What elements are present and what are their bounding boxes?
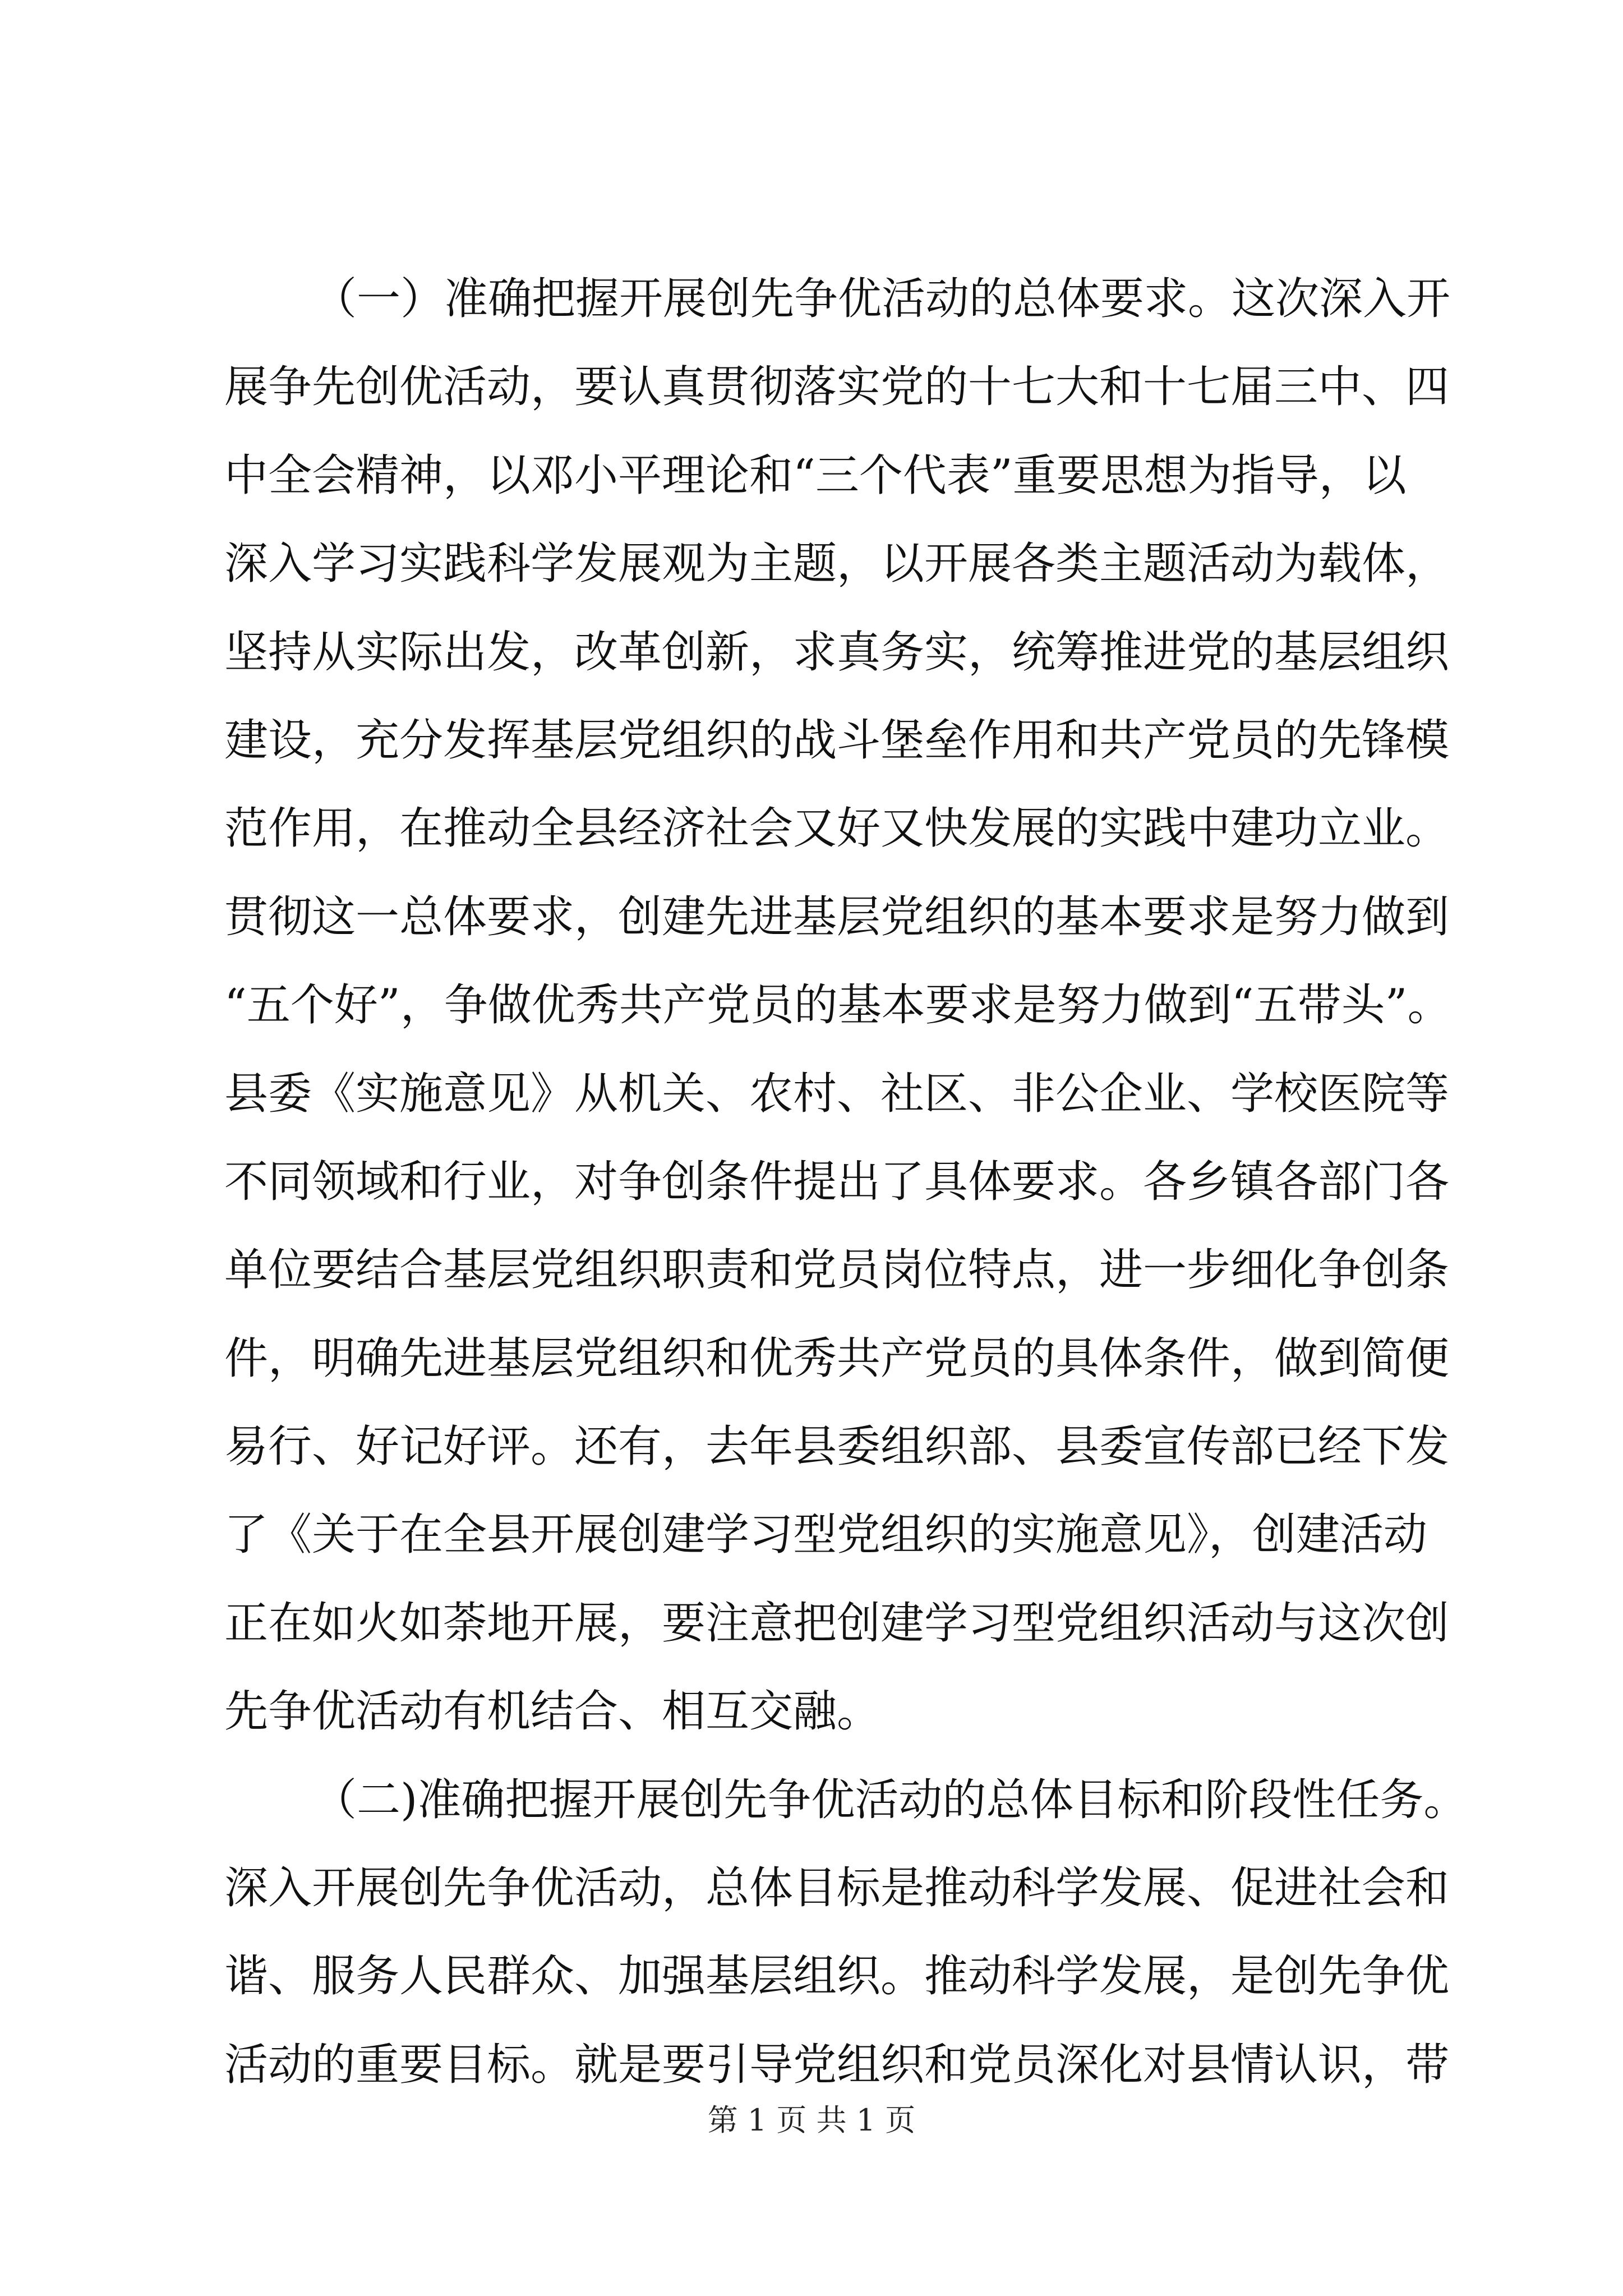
paragraph-2-line-1: （二)准确把握开展创先争优活动的总体目标和阶段性任务。	[313, 1774, 1468, 1825]
document-body	[224, 255, 1468, 2109]
paragraph-1-line-9: “五个好”，争做优秀共产党员的基本要求是努力做到“五带头”。	[224, 980, 1451, 1031]
paragraph-1-line-3: 中全会精神，以邓小平理论和“三个代表”重要思想为指导，以	[224, 450, 1407, 501]
page-footer: 第 1 页 共 1 页	[707, 2102, 916, 2138]
paragraph-1-line-7: 范作用，在推动全县经济社会又好又快发展的实践中建功立业。	[224, 803, 1450, 854]
paragraph-1-line-6: 建设，充分发挥基层党组织的战斗堡垒作用和共产党员的先锋模	[224, 715, 1450, 766]
paragraph-1-line-10: 县委《实施意见》从机关、农村、社区、非公企业、学校医院等	[224, 1068, 1450, 1119]
paragraph-1-line-1: （一）准确把握开展创先争优活动的总体要求。这次深入开	[313, 274, 1451, 324]
paragraph-1-line-14: 易行、好记好评。还有，去年县委组织部、县委宣传部已经下发	[224, 1421, 1450, 1473]
paragraph-1-line-17: 先争优活动有机结合、相互交融。	[224, 1686, 881, 1737]
paragraph-1-line-8: 贯彻这一总体要求，创建先进基层党组织的基本要求是努力做到	[224, 891, 1450, 942]
paragraph-2-line-2: 深入开展创先争优活动，总体目标是推动科学发展、促进社会和	[224, 1863, 1450, 1914]
paragraph-1-line-15: 了《关于在全县开展创建学习型党组织的实施意见》，创建活动	[224, 1510, 1428, 1561]
paragraph-1-line-13: 件，明确先进基层党组织和优秀共产党员的具体条件，做到简便	[224, 1333, 1450, 1384]
paragraph-1-line-16: 正在如火如荼地开展，要注意把创建学习型党组织活动与这次创	[224, 1598, 1450, 1649]
paragraph-1-line-2: 展争先创优活动，要认真贯彻落实党的十七大和十七届三中、四	[224, 362, 1450, 413]
paragraph-1-line-5: 坚持从实际出发，改革创新，求真务实，统筹推进党的基层组织	[224, 627, 1450, 678]
paragraph-1-line-4: 深入学习实践科学发展观为主题，以开展各类主题活动为载体，	[224, 539, 1450, 590]
paragraph-1-line-11: 不同领域和行业，对争创条件提出了具体要求。各乡镇各部门各	[224, 1156, 1450, 1207]
paragraph-1-line-12: 单位要结合基层党组织职责和党员岗位特点，进一步细化争创条	[224, 1245, 1450, 1296]
paragraph-2-line-3: 谐、服务人民群众、加强基层组织。推动科学发展，是创先争优	[224, 1951, 1450, 2002]
paragraph-2-line-4: 活动的重要目标。就是要引导党组织和党员深化对县情认识，带	[224, 2039, 1450, 2090]
